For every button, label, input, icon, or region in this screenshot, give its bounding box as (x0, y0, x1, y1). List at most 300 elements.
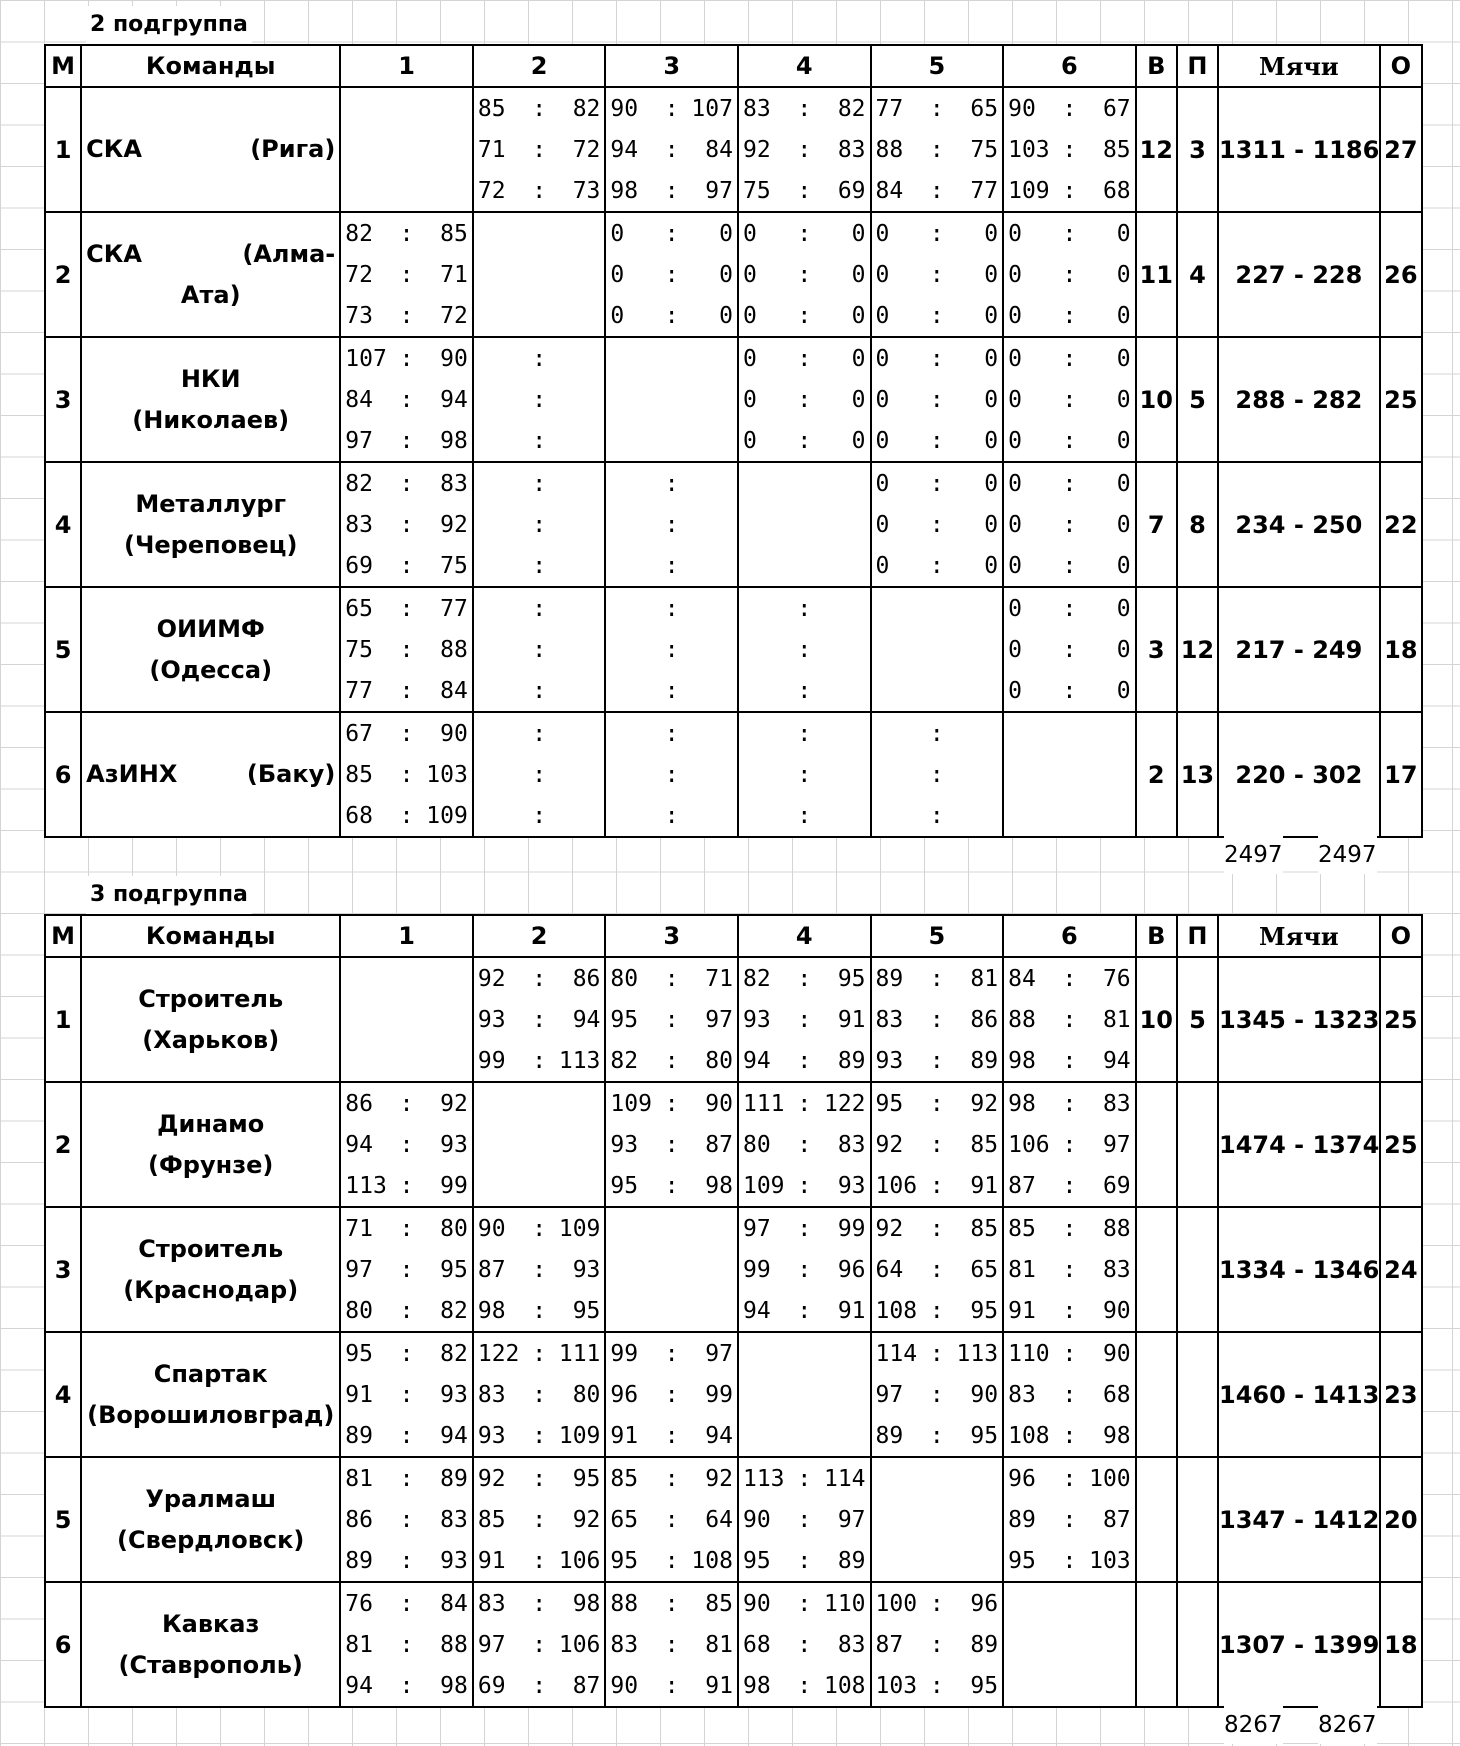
header-losses: П (1177, 915, 1218, 957)
score-sep: : (532, 1672, 547, 1699)
score-line (474, 754, 605, 795)
score-sep: : (797, 720, 812, 747)
score-line (739, 420, 870, 461)
score-away: 97 (705, 1006, 733, 1033)
score-sep: : (399, 470, 414, 497)
score-away: 0 (1116, 302, 1131, 329)
score-home: 99 (742, 1256, 771, 1283)
score-line (872, 1333, 1003, 1374)
team-city: (Рига) (250, 135, 336, 163)
score-sep: : (797, 302, 812, 329)
score-sep: : (532, 552, 547, 579)
team-city-cont: Ата) (180, 280, 241, 309)
balls-sep: - (1285, 1130, 1313, 1159)
score-line (739, 88, 870, 129)
score-home: 93 (875, 1047, 904, 1074)
score-home: 81 (345, 1631, 373, 1658)
score-away: 122 (823, 1090, 866, 1117)
score-away: 89 (837, 1547, 866, 1574)
score-away: 109 (558, 1215, 601, 1242)
score-sep: : (664, 1506, 679, 1533)
score-sep: : (664, 1006, 679, 1033)
score-line (474, 1583, 605, 1624)
score-line (872, 504, 1003, 545)
score-sep: : (929, 1381, 944, 1408)
score-sep: : (797, 1506, 812, 1533)
score-sep: : (797, 95, 812, 122)
score-line (474, 379, 605, 420)
score-cell-2 (473, 712, 606, 837)
score-line (1004, 1165, 1135, 1206)
score-line (341, 1083, 472, 1124)
score-sep: : (797, 1090, 812, 1117)
score-sep: : (532, 1256, 547, 1283)
score-home: 87 (1008, 1172, 1036, 1199)
score-home: 94 (742, 1047, 771, 1074)
score-cell-2 (473, 587, 606, 712)
score-cell-4 (738, 957, 871, 1082)
score-sep: : (797, 1631, 812, 1658)
score-sep: : (929, 136, 944, 163)
score-sep: : (797, 761, 812, 788)
score-away: 90 (440, 720, 468, 747)
score-home: 83 (477, 1590, 506, 1617)
score-line (872, 1290, 1003, 1331)
score-sep: : (399, 1506, 414, 1533)
score-away: 97 (705, 1340, 733, 1367)
score-home: 0 (742, 220, 757, 247)
score-sep: : (399, 511, 414, 538)
header-balls: Мячи (1218, 915, 1380, 957)
score-sep: : (929, 552, 944, 579)
score-away: 94 (1102, 1047, 1131, 1074)
score-cell-6 (1003, 337, 1136, 462)
score-home: 93 (610, 1131, 639, 1158)
wins-cell: 11 (1136, 212, 1177, 337)
score-line (1004, 1333, 1135, 1374)
score-home: 77 (875, 95, 904, 122)
score-away: 85 (1102, 136, 1131, 163)
score-home: 95 (610, 1006, 639, 1033)
score-sep: : (532, 95, 547, 122)
score-away: 92 (572, 1506, 601, 1533)
header-col-1: 1 (340, 45, 473, 87)
score-sep: : (1062, 427, 1077, 454)
score-line (341, 1333, 472, 1374)
score-sep: : (664, 1590, 679, 1617)
score-sep: : (399, 1090, 414, 1117)
team-row (45, 1082, 1422, 1207)
score-away: 90 (1102, 1297, 1131, 1324)
team-city: (Фрунзе) (148, 1150, 274, 1179)
score-sep: : (399, 1297, 414, 1324)
score-line (739, 1583, 870, 1624)
score-sep: : (532, 761, 547, 788)
score-sep: : (532, 720, 547, 747)
team-name: Строитель (138, 984, 284, 1013)
score-line (872, 170, 1003, 211)
score-cell-3 (605, 87, 738, 212)
score-away: 99 (705, 1381, 733, 1408)
score-away: 0 (1116, 552, 1131, 579)
score-sep: : (664, 1090, 679, 1117)
score-cell-6 (1003, 1082, 1136, 1207)
score-line (474, 1249, 605, 1290)
score-sep: : (1062, 965, 1077, 992)
score-home: 83 (1008, 1381, 1036, 1408)
score-away: 81 (1102, 1006, 1131, 1033)
score-line (474, 338, 605, 379)
score-home: 72 (477, 177, 506, 204)
score-sep: : (1062, 95, 1077, 122)
team-city: (Ворошиловград) (87, 1400, 335, 1429)
score-sep: : (399, 302, 414, 329)
score-away: 83 (1102, 1256, 1131, 1283)
score-away: 89 (837, 1047, 866, 1074)
team-row (45, 957, 1422, 1082)
score-sep: : (532, 1381, 547, 1408)
balls-against: 302 (1312, 760, 1363, 789)
losses-cell: 5 (1177, 337, 1218, 462)
score-home: 88 (610, 1590, 639, 1617)
score-cell-6 (1003, 957, 1136, 1082)
score-line (872, 1165, 1003, 1206)
score-line (606, 254, 737, 295)
score-away: 106 (558, 1547, 601, 1574)
score-line (1004, 670, 1135, 711)
score-sep: : (532, 345, 547, 372)
score-line (474, 545, 605, 586)
score-line (341, 1583, 472, 1624)
score-away: 85 (970, 1215, 999, 1242)
score-away: 99 (440, 1172, 468, 1199)
score-cell-2 (473, 87, 606, 212)
score-away: 0 (984, 511, 999, 538)
score-line (739, 754, 870, 795)
score-away: 94 (440, 1422, 468, 1449)
losses-cell: 3 (1177, 87, 1218, 212)
team-city: (Одесса) (149, 655, 273, 684)
score-cell-1 (340, 1582, 473, 1707)
losses-cell: 8 (1177, 462, 1218, 587)
place-cell: 4 (45, 462, 81, 587)
score-sep: : (664, 1465, 679, 1492)
score-sep: : (1062, 1131, 1077, 1158)
score-home: 93 (477, 1422, 506, 1449)
score-away: 76 (1102, 965, 1131, 992)
score-home: 68 (345, 802, 373, 829)
score-line (341, 1208, 472, 1249)
score-line (739, 213, 870, 254)
score-away: 0 (984, 470, 999, 497)
score-sep: : (532, 1590, 547, 1617)
score-line (474, 1415, 605, 1456)
score-home: 113 (345, 1172, 387, 1199)
score-line (739, 713, 870, 754)
score-away: 91 (837, 1006, 866, 1033)
score-sep: : (1062, 1506, 1077, 1533)
team-row (45, 712, 1422, 837)
score-sep: : (1062, 1256, 1077, 1283)
balls-cell (1218, 957, 1380, 1082)
score-sep: : (929, 1172, 944, 1199)
score-cell-5 (871, 462, 1004, 587)
score-home: 110 (1008, 1340, 1050, 1367)
score-sep: : (664, 802, 679, 829)
score-sep: : (929, 1047, 944, 1074)
team-row (45, 212, 1422, 337)
score-sep: : (532, 1215, 547, 1242)
score-line (1004, 1415, 1135, 1456)
score-line (606, 129, 737, 170)
score-home: 94 (345, 1672, 373, 1699)
score-home: 98 (1008, 1047, 1036, 1074)
score-cell-6 (1003, 462, 1136, 587)
score-home: 80 (742, 1131, 771, 1158)
score-line (739, 254, 870, 295)
balls-sep: - (1285, 260, 1313, 289)
score-away: 98 (440, 427, 468, 454)
score-cell-1 (340, 212, 473, 337)
score-line (1004, 504, 1135, 545)
score-home: 92 (875, 1131, 904, 1158)
score-away: 93 (440, 1131, 468, 1158)
score-sep: : (797, 1131, 812, 1158)
score-cell-4 (738, 1457, 871, 1582)
header-points: О (1380, 915, 1422, 957)
score-line (1004, 629, 1135, 670)
score-line (1004, 588, 1135, 629)
score-line (739, 795, 870, 836)
score-away: 82 (837, 95, 866, 122)
score-line (341, 754, 472, 795)
score-sep: : (797, 386, 812, 413)
place-cell: 2 (45, 212, 81, 337)
team-name-line (86, 129, 335, 170)
score-away: 0 (851, 386, 866, 413)
score-away: 83 (837, 136, 866, 163)
score-home: 0 (875, 470, 890, 497)
score-away: 85 (705, 1590, 733, 1617)
balls-against: 1412 (1312, 1505, 1380, 1534)
score-away: 110 (823, 1590, 866, 1617)
score-sep: : (929, 1672, 944, 1699)
balls-for: 217 (1235, 635, 1286, 664)
score-sep: : (1062, 1381, 1077, 1408)
score-sep: : (532, 470, 547, 497)
score-home: 0 (1008, 345, 1022, 372)
score-home: 81 (345, 1465, 373, 1492)
score-sep: : (664, 177, 679, 204)
score-home: 84 (345, 386, 373, 413)
score-away: 83 (440, 470, 468, 497)
score-line (341, 338, 472, 379)
score-away: 68 (1102, 1381, 1131, 1408)
score-sep: : (1062, 220, 1077, 247)
team-name-line (86, 234, 335, 275)
score-cell-5 (871, 1582, 1004, 1707)
score-sep: : (797, 1047, 812, 1074)
score-home: 93 (477, 1006, 506, 1033)
score-sep: : (929, 470, 944, 497)
score-sep: : (1062, 1547, 1077, 1574)
score-cell-4 (738, 587, 871, 712)
balls-sep: - (1285, 635, 1313, 664)
group-2-totals-for: 2497 (1224, 836, 1283, 874)
score-line (341, 213, 472, 254)
score-home: 109 (1008, 177, 1050, 204)
header-col-3: 3 (605, 915, 738, 957)
team-cell (81, 462, 340, 587)
score-away: 83 (837, 1131, 866, 1158)
score-line (872, 795, 1003, 836)
team-city: (Алма- (242, 239, 336, 268)
header-col-3: 3 (605, 45, 738, 87)
score-line (341, 1540, 472, 1581)
score-line (341, 713, 472, 754)
score-sep: : (664, 511, 679, 538)
score-line (474, 1290, 605, 1331)
score-home: 82 (610, 1047, 639, 1074)
score-cell-1 (340, 462, 473, 587)
score-sep: : (1062, 677, 1077, 704)
score-away: 65 (970, 95, 999, 122)
score-home: 89 (1008, 1506, 1036, 1533)
place-cell: 3 (45, 337, 81, 462)
score-home: 93 (742, 1006, 771, 1033)
score-line (474, 1374, 605, 1415)
score-home: 65 (345, 595, 373, 622)
score-cell-5 (871, 1332, 1004, 1457)
score-sep: : (797, 1006, 812, 1033)
score-away: 0 (984, 302, 999, 329)
team-cell (81, 957, 340, 1082)
score-sep: : (664, 220, 679, 247)
balls-against: 228 (1312, 260, 1363, 289)
losses-cell: 4 (1177, 212, 1218, 337)
score-sep: : (1062, 177, 1077, 204)
score-line (341, 1415, 472, 1456)
score-home: 97 (345, 427, 373, 454)
score-line (606, 1583, 737, 1624)
balls-for: 1474 (1219, 1130, 1286, 1159)
score-line (606, 629, 737, 670)
score-cell-3 (605, 462, 738, 587)
score-cell-5 (871, 1457, 1004, 1582)
balls-cell (1218, 1332, 1380, 1457)
score-away: 98 (1102, 1422, 1131, 1449)
score-line (739, 958, 870, 999)
score-line (1004, 1499, 1135, 1540)
score-home: 90 (1008, 95, 1036, 122)
score-line (606, 1624, 737, 1665)
score-line (606, 213, 737, 254)
score-sep: : (532, 965, 547, 992)
score-home: 88 (1008, 1006, 1036, 1033)
losses-cell (1177, 1582, 1218, 1707)
score-home: 0 (875, 220, 890, 247)
score-away: 0 (851, 302, 866, 329)
score-line (474, 1458, 605, 1499)
score-line (341, 420, 472, 461)
losses-cell (1177, 1457, 1218, 1582)
balls-cell (1218, 712, 1380, 837)
wins-cell: 7 (1136, 462, 1177, 587)
balls-sep: - (1285, 385, 1313, 414)
team-name: СКА (86, 135, 142, 163)
score-away: 90 (440, 345, 468, 372)
score-cell-3 (605, 587, 738, 712)
score-away: 91 (705, 1672, 733, 1699)
score-away: 77 (970, 177, 999, 204)
score-sep: : (929, 1340, 944, 1367)
header-col-1: 1 (340, 915, 473, 957)
header-balls: Мячи (1218, 45, 1380, 87)
score-home: 0 (875, 427, 890, 454)
score-away: 0 (851, 261, 866, 288)
score-sep: : (664, 1340, 679, 1367)
score-sep: : (399, 1340, 414, 1367)
score-home: 83 (742, 95, 771, 122)
score-sep: : (399, 1672, 414, 1699)
place-cell: 5 (45, 1457, 81, 1582)
wins-cell (1136, 1082, 1177, 1207)
score-sep: : (929, 386, 944, 413)
team-city: (Николаев) (132, 405, 290, 434)
score-line (739, 670, 870, 711)
losses-cell: 13 (1177, 712, 1218, 837)
points-cell: 24 (1380, 1207, 1422, 1332)
score-away: 92 (440, 1090, 468, 1117)
score-line (606, 670, 737, 711)
score-sep: : (532, 177, 547, 204)
score-away: 71 (440, 261, 468, 288)
score-away: 92 (440, 511, 468, 538)
score-away: 93 (572, 1256, 601, 1283)
score-home: 83 (875, 1006, 904, 1033)
score-line (739, 629, 870, 670)
score-line (341, 254, 472, 295)
score-away: 89 (970, 1047, 999, 1074)
score-home: 95 (875, 1090, 904, 1117)
score-line (341, 1249, 472, 1290)
score-cell-4 (738, 1332, 871, 1457)
score-sep: : (399, 720, 414, 747)
score-away: 86 (970, 1006, 999, 1033)
score-sep: : (797, 261, 812, 288)
score-home: 90 (610, 1672, 639, 1699)
score-away: 0 (1116, 427, 1131, 454)
score-cell-6 (1003, 1582, 1136, 1707)
balls-sep: - (1285, 1630, 1313, 1659)
score-line (341, 1665, 472, 1706)
score-line (341, 1124, 472, 1165)
score-line (739, 1290, 870, 1331)
score-line (872, 213, 1003, 254)
score-line (341, 670, 472, 711)
score-away: 67 (1102, 95, 1131, 122)
score-away: 0 (1116, 511, 1131, 538)
team-city: (Харьков) (142, 1025, 280, 1054)
score-sep: : (1062, 1090, 1077, 1117)
header-col-6: 6 (1003, 45, 1136, 87)
score-sep: : (664, 302, 679, 329)
score-home: 106 (1008, 1131, 1050, 1158)
score-away: 91 (837, 1297, 866, 1324)
score-line (872, 463, 1003, 504)
score-line (606, 295, 737, 336)
score-away: 106 (558, 1631, 601, 1658)
